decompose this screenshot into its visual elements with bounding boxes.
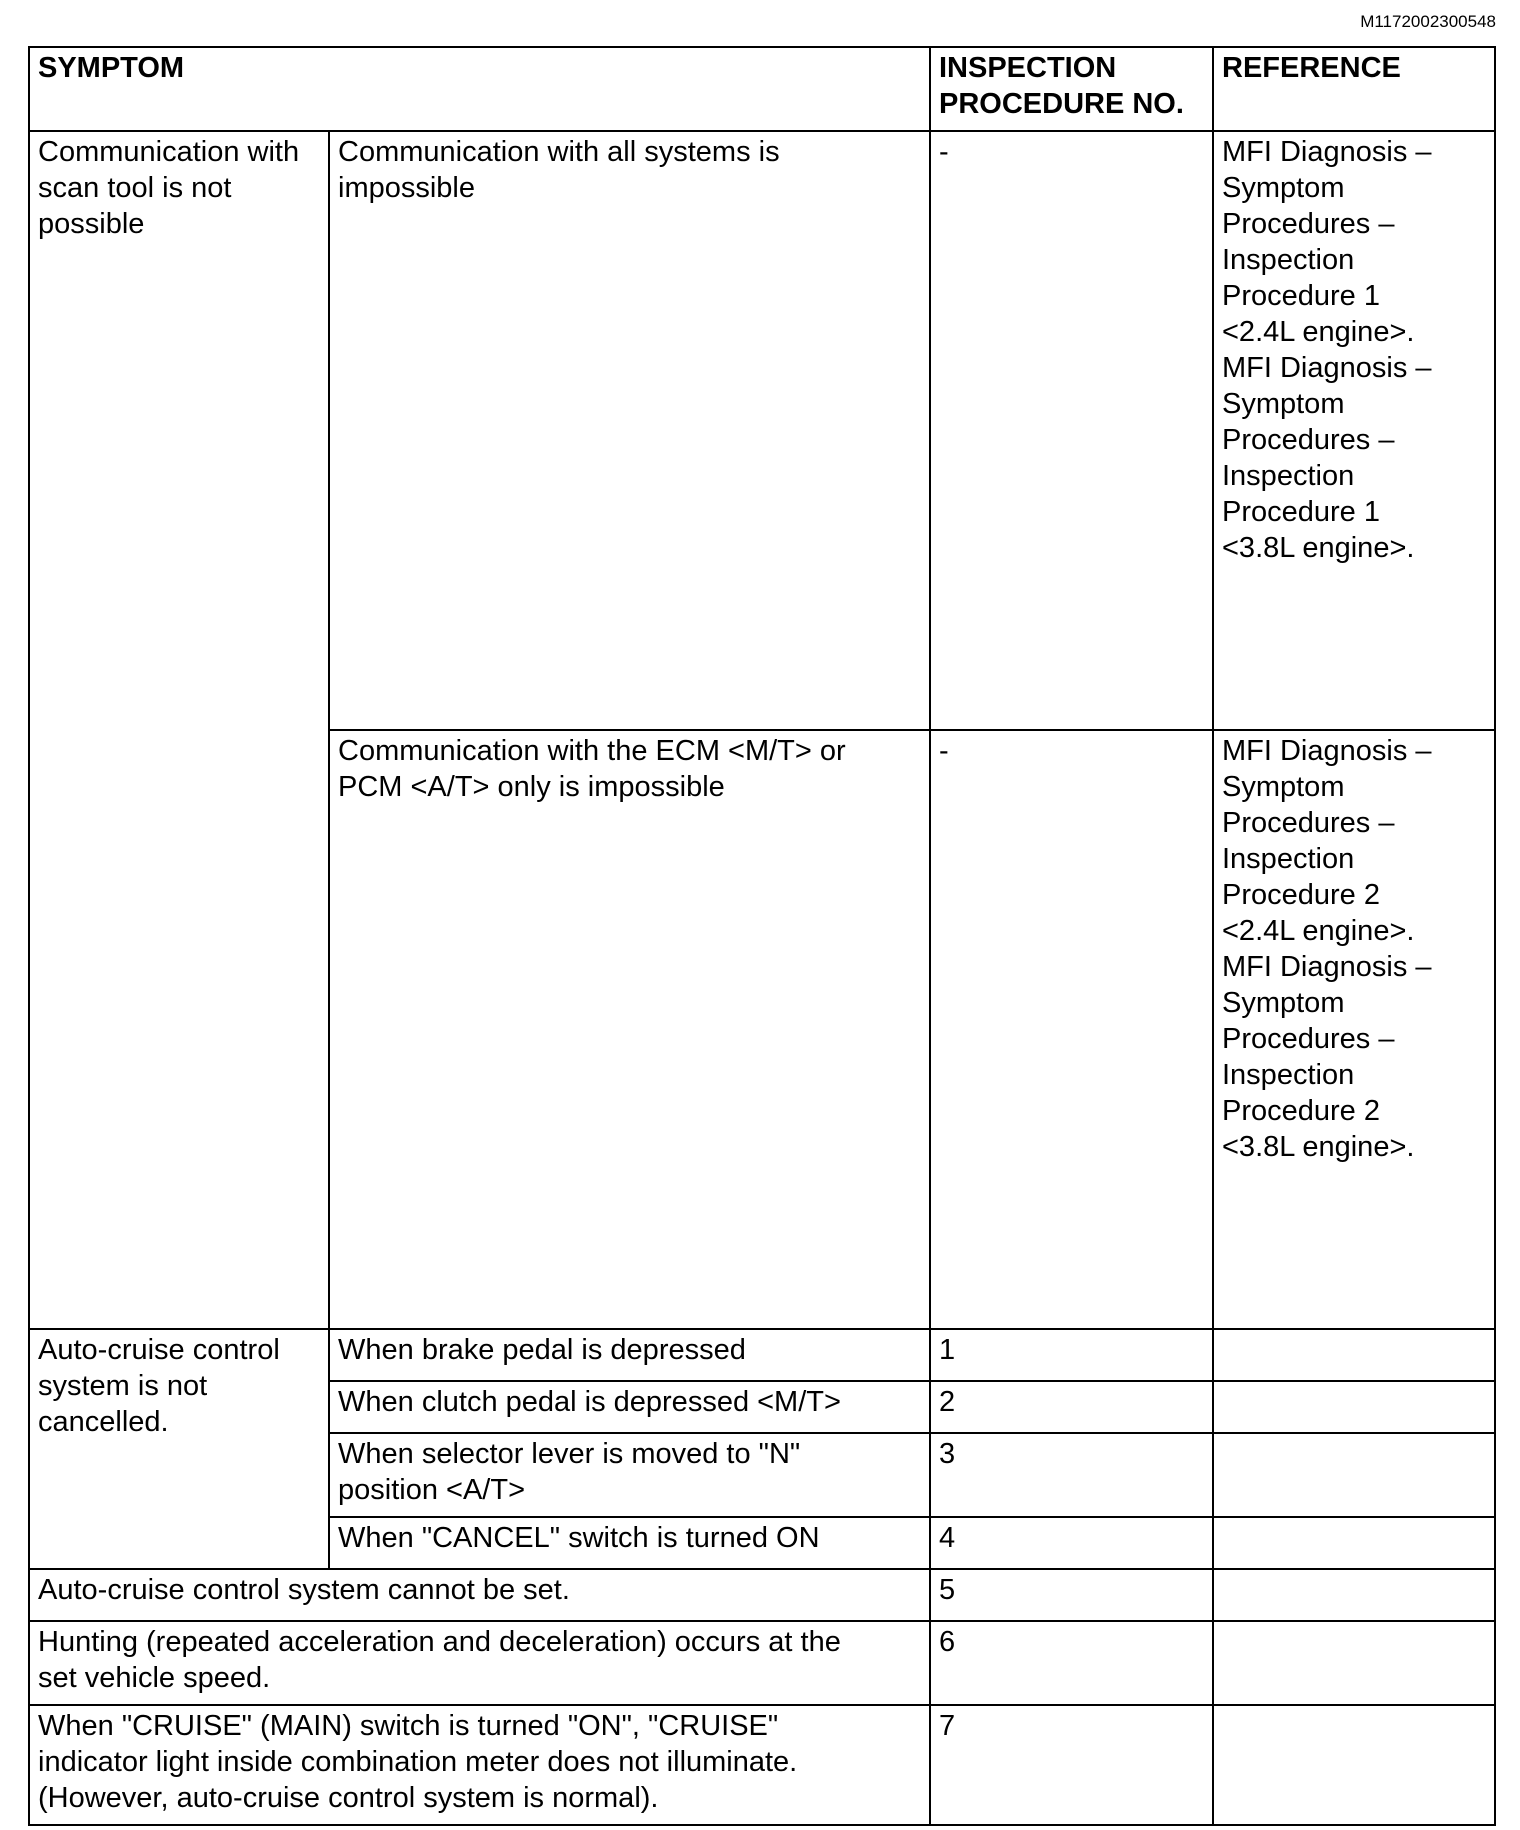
- procedure-cell: 2: [930, 1381, 1213, 1433]
- symptom-cell: Communication with all systems is impossible: [329, 131, 930, 730]
- procedure-cell: -: [930, 131, 1213, 730]
- symptom-cell: Auto-cruise control system cannot be set.: [29, 1569, 930, 1621]
- header-reference: REFERENCE: [1213, 47, 1495, 131]
- reference-cell: [1213, 1381, 1495, 1433]
- reference-cell: [1213, 1705, 1495, 1825]
- reference-cell: [1213, 1329, 1495, 1381]
- reference-cell: MFI Diagnosis – Symptom Procedures – Inspection Procedure 1 <2.4L engine>. MFI Diagnosis – Symptom Procedures – Inspection Procedure 1 <3.8L engine>.: [1213, 131, 1495, 730]
- symptom-cell: Hunting (repeated acceleration and deceleration) occurs at the set vehicle speed.: [29, 1621, 930, 1705]
- header-row: [29, 47, 1495, 131]
- symptom-table: [28, 46, 1496, 1826]
- procedure-cell: 7: [930, 1705, 1213, 1825]
- procedure-cell: 4: [930, 1517, 1213, 1569]
- symptom-cell: Communication with the ECM <M/T> or PCM <A/T> only is impossible: [329, 730, 930, 1329]
- table-row: [29, 1621, 1495, 1705]
- procedure-cell: 1: [930, 1329, 1213, 1381]
- header-inspection-procedure: INSPECTION PROCEDURE NO.: [930, 47, 1213, 131]
- procedure-cell: 5: [930, 1569, 1213, 1621]
- header-symptom: SYMPTOM: [29, 47, 930, 131]
- procedure-cell: 6: [930, 1621, 1213, 1705]
- reference-cell: [1213, 1569, 1495, 1621]
- table-row: [29, 1569, 1495, 1621]
- reference-cell: [1213, 1433, 1495, 1517]
- table-row: [29, 1329, 1495, 1381]
- symptom-cell: When brake pedal is depressed: [329, 1329, 930, 1381]
- symptom-group-label: Auto-cruise control system is not cancelled.: [29, 1329, 329, 1569]
- table-row: [29, 1705, 1495, 1825]
- table-row: [29, 131, 1495, 730]
- reference-cell: MFI Diagnosis – Symptom Procedures – Inspection Procedure 2 <2.4L engine>. MFI Diagnosis – Symptom Procedures – Inspection Procedure 2 <3.8L engine>.: [1213, 730, 1495, 1329]
- symptom-cell: When "CANCEL" switch is turned ON: [329, 1517, 930, 1569]
- symptom-cell: When selector lever is moved to "N" position <A/T>: [329, 1433, 930, 1517]
- symptom-cell: When "CRUISE" (MAIN) switch is turned "ON", "CRUISE" indicator light inside combination meter does not illuminate. (However, auto-cruise control system is normal).: [29, 1705, 930, 1825]
- reference-cell: [1213, 1621, 1495, 1705]
- symptom-group-label: Communication with scan tool is not possible: [29, 131, 329, 1329]
- procedure-cell: -: [930, 730, 1213, 1329]
- symptom-cell: When clutch pedal is depressed <M/T>: [329, 1381, 930, 1433]
- procedure-cell: 3: [930, 1433, 1213, 1517]
- document-code: M1172002300548: [1360, 12, 1496, 31]
- reference-cell: [1213, 1517, 1495, 1569]
